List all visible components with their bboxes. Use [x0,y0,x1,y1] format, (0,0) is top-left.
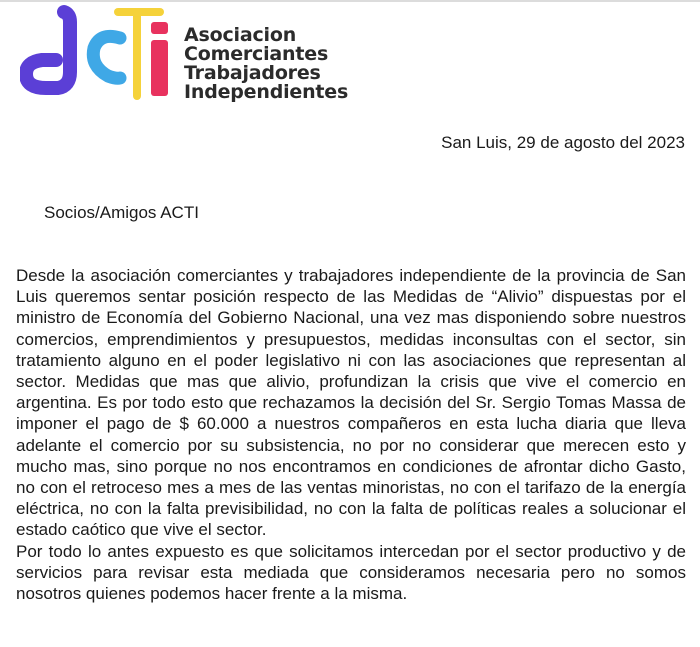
page-top-border [0,0,700,2]
organization-name [184,26,348,102]
letter-body [16,265,686,604]
letter-date: San Luis, 29 de agosto del 2023 [441,133,685,152]
body-paragraph: Por todo lo antes expuesto es que solicitamos intercedan por el sector productivo y de servicios para revisar esta mediada que consideramos necesaria pero no somos nosotros quienes podemos hacer frente a la misma. [16,541,686,604]
org-name-line: Asociacion [184,24,297,46]
letter-salutation: Socios/Amigos ACTI [44,203,199,222]
org-name-line: Comerciantes [184,43,329,65]
acti-logo-icon [20,4,180,104]
org-name-line: Trabajadores [184,62,321,84]
body-paragraph: Desde la asociación comerciantes y trabajadores independiente de la provincia de San Luis queremos sentar posición respecto de las Medidas de “Alivio” dispuestas por el ministro de Economía del Gobierno Nacional, una vez mas disponiendo sobre nuestros comercios, emprendimientos y presupuestos, medidas inconsultas con el sector, sin tratamiento alguno en el poder legislativo ni con las asociaciones que representan al sector. Medidas que mas que alivio, profundizan la crisis que vive el comercio en argentina. Es por todo esto que rechazamos la decisión del Sr. Sergio Tomas Massa de imponer el pago de $ 60.000 a nuestros compañeros en esta lucha diaria que lleva adelante el comercio por su subsistencia, no por no considerar que merecen esto y mucho mas, sino porque no nos encontramos en condiciones de afrontar dicho Gasto, no con el retroceso mes a mes de las ventas minoristas, no con el tarifazo de la energía eléctrica, no con la falta previsibilidad, no con la falta de políticas reales a solucionar el estado caótico que vive el sector. [16,266,686,540]
org-name-line: Independientes [184,81,349,103]
letterhead [20,4,365,106]
